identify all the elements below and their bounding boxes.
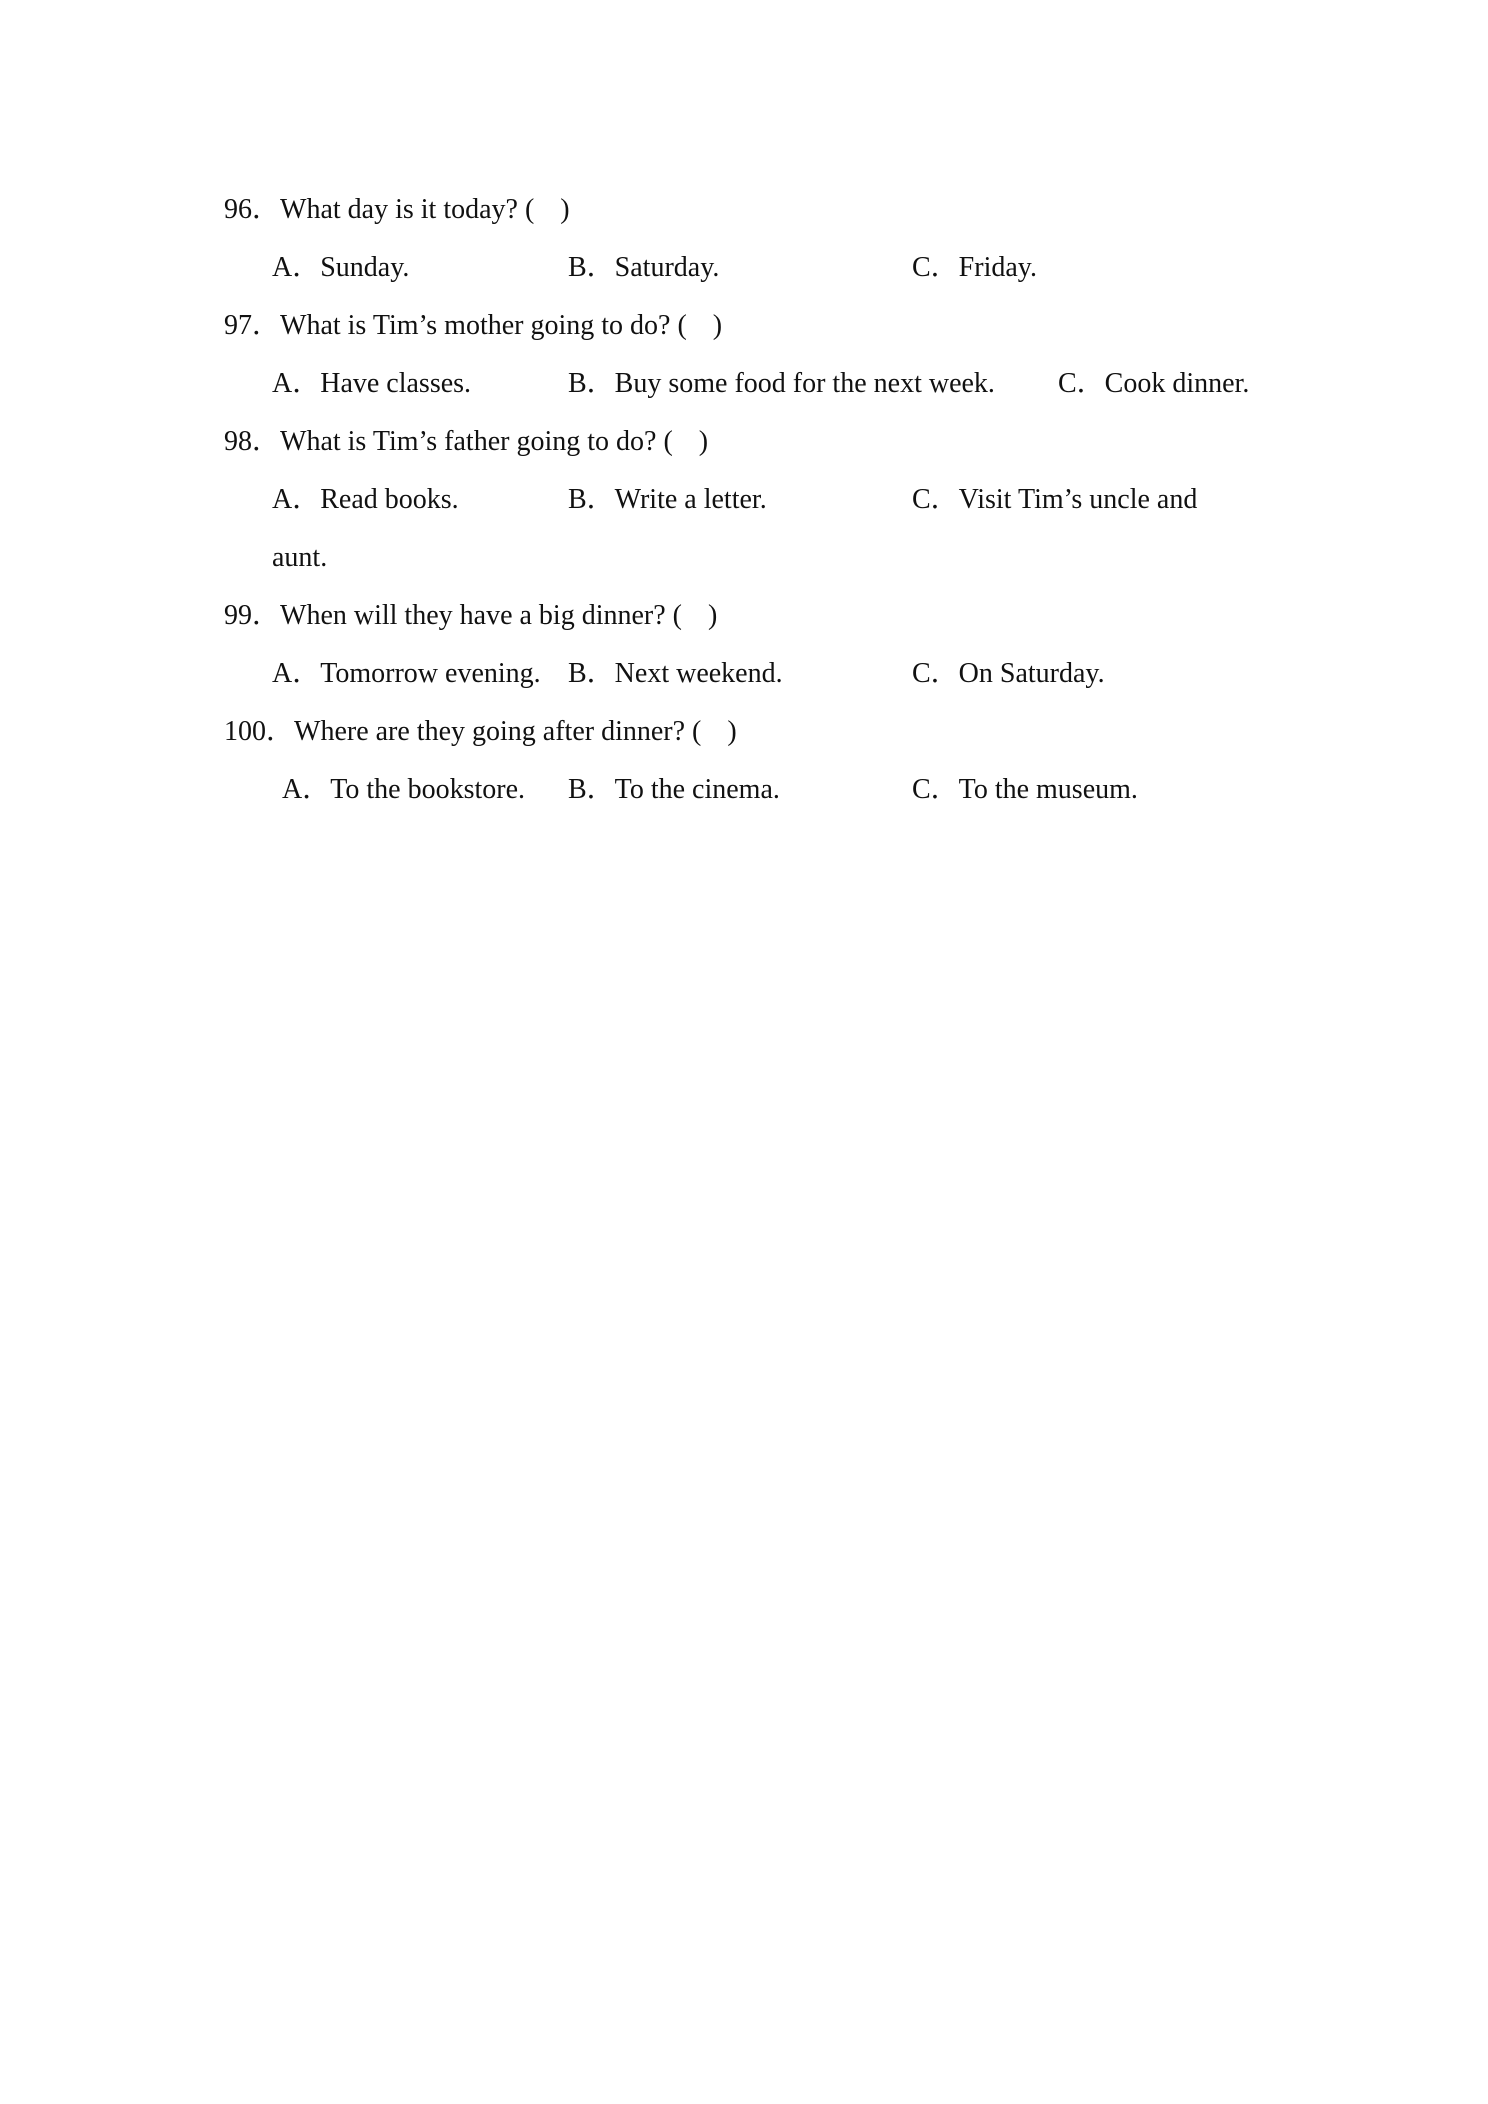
option-c-continuation: aunt.	[272, 542, 328, 573]
option-c: C．To the museum.	[912, 774, 1138, 805]
option-b: B．Next weekend.	[568, 658, 783, 689]
option-c: C．On Saturday.	[912, 658, 1105, 689]
question-number: 99．	[224, 600, 281, 631]
option-a: A．Tomorrow evening.	[272, 658, 541, 689]
option-a: A．Have classes.	[272, 368, 472, 399]
question-number: 98．	[224, 426, 281, 457]
option-b: B．Saturday.	[568, 252, 720, 283]
option-c: C．Cook dinner.	[1058, 368, 1250, 399]
question-98	[224, 422, 708, 462]
question-text: Where are they going after dinner? (	[294, 716, 702, 747]
question-97	[224, 306, 722, 346]
question-close: )	[698, 426, 709, 457]
question-text: What day is it today? (	[280, 194, 535, 225]
question-text: What is Tim’s father going to do? (	[280, 426, 673, 457]
option-b: B．To the cinema.	[568, 774, 780, 805]
option-a: A．Read books.	[272, 484, 459, 515]
option-a: A．Sunday.	[272, 252, 410, 283]
question-number: 97．	[224, 310, 281, 341]
question-text: When will they have a big dinner? (	[280, 600, 682, 631]
question-close: )	[560, 194, 570, 225]
question-close: )	[712, 310, 723, 341]
question-100	[224, 712, 737, 752]
option-a: A．To the bookstore.	[282, 774, 526, 805]
question-number: 100．	[224, 716, 295, 747]
option-b: B．Write a letter.	[568, 484, 767, 515]
question-close: )	[707, 600, 718, 631]
question-96	[224, 190, 570, 230]
question-99	[224, 596, 717, 636]
option-c: C．Visit Tim’s uncle and	[912, 484, 1198, 515]
option-c: C．Friday.	[912, 252, 1037, 283]
option-b: B．Buy some food for the next week.	[568, 368, 995, 399]
question-number: 96．	[224, 194, 281, 225]
question-text: What is Tim’s mother going to do? (	[280, 310, 687, 341]
question-close: )	[727, 716, 737, 747]
